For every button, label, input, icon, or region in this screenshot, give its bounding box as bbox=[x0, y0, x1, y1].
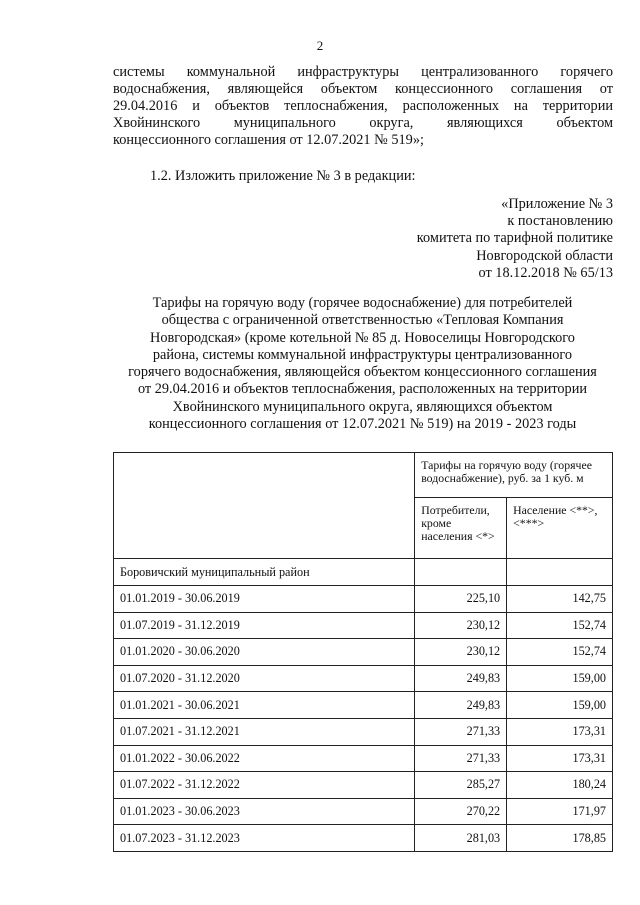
population-value-cell: 180,24 bbox=[507, 772, 613, 799]
consumers-value-cell: 230,12 bbox=[415, 639, 507, 666]
tariff-title bbox=[105, 295, 620, 433]
population-value-cell: 152,74 bbox=[507, 612, 613, 639]
paragraph-line: Хвойнинского муниципального округа, являющихся объектом bbox=[113, 115, 613, 131]
population-column-header: Население <**>, <***> bbox=[507, 498, 613, 559]
table-row bbox=[114, 692, 613, 719]
population-value-cell: 178,85 bbox=[507, 825, 613, 852]
empty-cell bbox=[415, 559, 507, 586]
population-value-cell: 159,00 bbox=[507, 692, 613, 719]
population-value-cell: 173,31 bbox=[507, 718, 613, 745]
consumers-value-cell: 271,33 bbox=[415, 745, 507, 772]
consumers-value-cell: 271,33 bbox=[415, 718, 507, 745]
consumers-value-cell: 270,22 bbox=[415, 798, 507, 825]
table-row bbox=[114, 825, 613, 852]
title-line: Тарифы на горячую воду (горячее водоснабжение) для потребителей bbox=[152, 295, 573, 311]
tariff-table bbox=[113, 452, 613, 852]
title-line: горячего водоснабжения, являющейся объектом концессионного соглашения bbox=[128, 364, 597, 381]
period-cell: 01.01.2021 - 30.06.2021 bbox=[114, 692, 415, 719]
appendix-header bbox=[417, 196, 613, 282]
population-value-cell: 142,75 bbox=[507, 586, 613, 613]
appendix-line: от 18.12.2018 № 65/13 bbox=[478, 264, 613, 281]
population-value-cell: 159,00 bbox=[507, 665, 613, 692]
appendix-line: «Приложение № 3 bbox=[501, 196, 613, 212]
appendix-line: к постановлению bbox=[507, 213, 613, 230]
table-row bbox=[114, 665, 613, 692]
paragraph-line: системы коммунальной инфраструктуры централизованного горячего bbox=[113, 64, 613, 80]
consumers-value-cell: 285,27 bbox=[415, 772, 507, 799]
period-cell: 01.07.2021 - 31.12.2021 bbox=[114, 718, 415, 745]
period-cell: 01.01.2020 - 30.06.2020 bbox=[114, 639, 415, 666]
population-value-cell: 152,74 bbox=[507, 639, 613, 666]
continuation-paragraph bbox=[113, 64, 613, 149]
appendix-line: комитета по тарифной политике bbox=[416, 230, 613, 247]
period-cell: 01.07.2019 - 31.12.2019 bbox=[114, 612, 415, 639]
consumers-value-cell: 230,12 bbox=[415, 612, 507, 639]
paragraph-line: концессионного соглашения от 12.07.2021 № 519»; bbox=[113, 132, 424, 148]
consumers-value-cell: 249,83 bbox=[415, 692, 507, 719]
empty-header-cell bbox=[114, 453, 415, 559]
table-row bbox=[114, 798, 613, 825]
period-cell: 01.01.2023 - 30.06.2023 bbox=[114, 798, 415, 825]
population-value-cell: 171,97 bbox=[507, 798, 613, 825]
table-row bbox=[114, 718, 613, 745]
period-cell: 01.07.2023 - 31.12.2023 bbox=[114, 825, 415, 852]
consumers-value-cell: 249,83 bbox=[415, 665, 507, 692]
population-value-cell: 173,31 bbox=[507, 745, 613, 772]
table-row bbox=[114, 639, 613, 666]
period-cell: 01.07.2020 - 31.12.2020 bbox=[114, 665, 415, 692]
period-cell: 01.07.2022 - 31.12.2022 bbox=[114, 772, 415, 799]
tariff-group-header: Тарифы на горячую воду (горячее водоснабжение), руб. за 1 куб. м bbox=[415, 453, 613, 498]
title-line: концессионного соглашения от 12.07.2021 № 519) на 2019 - 2023 годы bbox=[148, 416, 577, 433]
period-cell: 01.01.2019 - 30.06.2019 bbox=[114, 586, 415, 613]
empty-cell bbox=[507, 559, 613, 586]
consumers-column-header: Потребители, кроме населения <*> bbox=[415, 498, 507, 559]
title-line: от 29.04.2016 и объектов теплоснабжения, расположенных на территории bbox=[137, 381, 588, 398]
section-label: Боровичский муниципальный район bbox=[114, 559, 415, 586]
period-cell: 01.01.2022 - 30.06.2022 bbox=[114, 745, 415, 772]
table-row bbox=[114, 772, 613, 799]
title-line: Хвойнинского муниципального округа, являющихся объектом bbox=[172, 398, 553, 415]
title-line: Новгородская» (кроме котельной № 85 д. Новоселицы Новгородского bbox=[150, 329, 575, 346]
paragraph-line: водоснабжения, являющейся объектом концессионного соглашения от bbox=[113, 81, 613, 97]
table-row bbox=[114, 586, 613, 613]
title-line: района, системы коммунальной инфраструктуры централизованного bbox=[152, 346, 573, 363]
item-1-2: 1.2. Изложить приложение № 3 в редакции: bbox=[150, 168, 416, 184]
title-line: общества с ограниченной ответственностью «Тепловая Компания bbox=[161, 312, 564, 329]
table-row bbox=[114, 612, 613, 639]
paragraph-line: 29.04.2016 и объектов теплоснабжения, расположенных на территории bbox=[113, 98, 613, 114]
table-row bbox=[114, 745, 613, 772]
consumers-value-cell: 281,03 bbox=[415, 825, 507, 852]
consumers-value-cell: 225,10 bbox=[415, 586, 507, 613]
page-number: 2 bbox=[316, 38, 324, 53]
appendix-line: Новгородской области bbox=[476, 247, 613, 264]
